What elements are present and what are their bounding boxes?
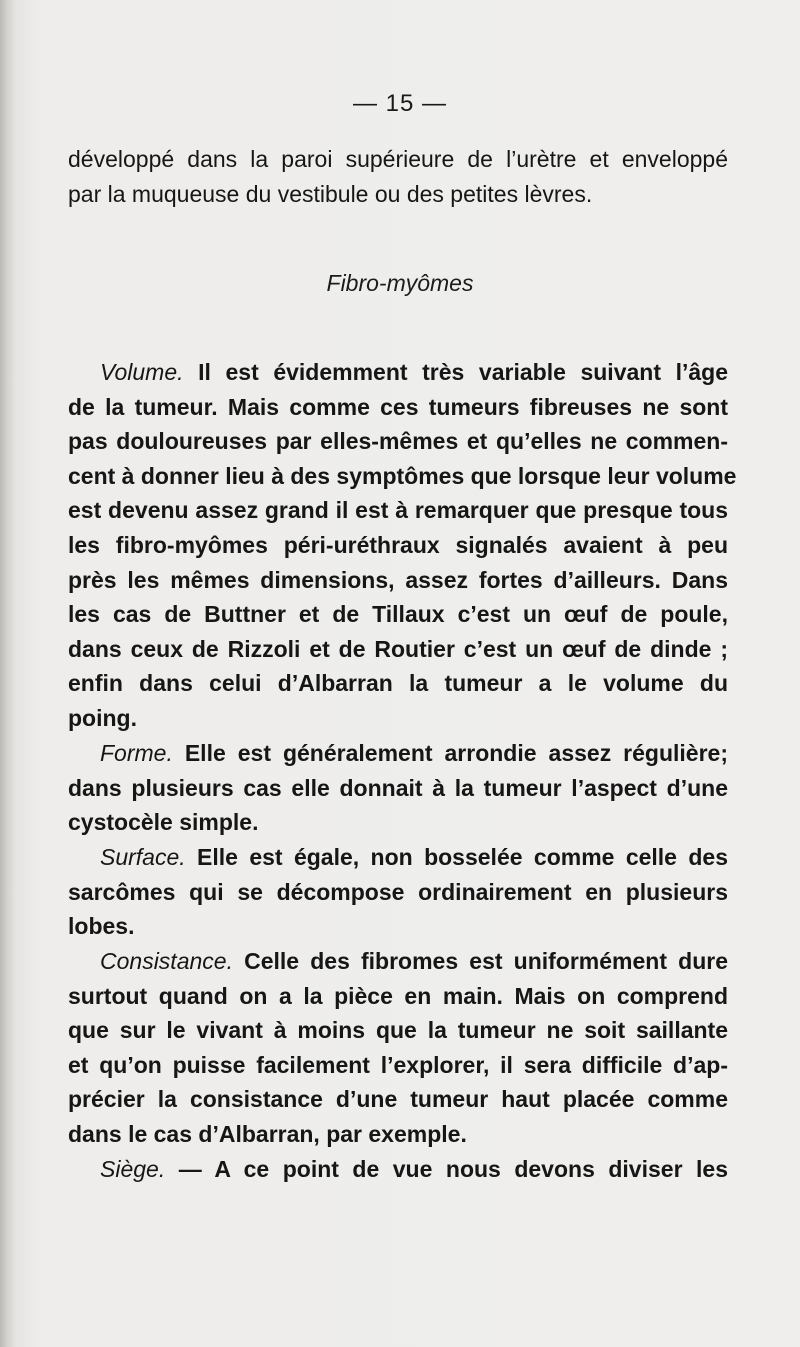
surface-paragraph [68,840,728,944]
text-line [68,1152,728,1187]
text-line: développé dans la paroi supérieure de l’urètre et enveloppé [68,146,728,172]
text-run: Il est évidemment très variable suivant l’âge [183,359,728,385]
text-line: surtout quand on a la pièce en main. Mais on comprend [68,982,728,1009]
text-line: est devenu assez grand il est à remarquer que presque tous [68,497,728,524]
binding-shadow [0,0,14,1347]
text-line: les fibro-myômes péri-uréthraux signalés avaient à peu [68,531,728,558]
text-line: près les mêmes dimensions, assez fortes d’ailleurs. Dans [68,566,728,593]
text-run: — A ce point de vue nous devons diviser les [165,1156,728,1182]
text-run: Elle est généralement arrondie assez régulière; [172,740,728,766]
text-line: lobes. [68,913,135,940]
text-run: Celle des fibromes est uniformément dure [232,948,728,974]
text-line [68,736,728,771]
siege-label: Siège. [100,1156,166,1182]
consistance-label: Consistance. [100,948,233,974]
section-title: Fibro-myômes [326,270,474,296]
consistance-paragraph [68,944,728,1152]
text-line: et qu’on puisse facilement l’explorer, il sera difficile d’ap- [68,1051,728,1078]
volume-label: Volume. [100,359,184,385]
text-line: cystocèle simple. [68,809,259,836]
text-line [68,944,728,979]
text-line [68,840,728,875]
text-line: par la muqueuse du vestibule ou des petites lèvres. [68,180,593,207]
text-line: dans ceux de Rizzoli et de Routier c’est un œuf de dinde ; [68,635,728,662]
text-line [68,355,728,390]
intro-paragraph [68,142,728,211]
text-line: que sur le vivant à moins que la tumeur ne soit saillante [68,1017,728,1044]
page-number: — 15 — [352,90,448,117]
text-run: Elle est égale, non bosselée comme celle des [185,844,728,870]
text-line: dans plusieurs cas elle donnait à la tumeur l’aspect d’une [68,774,728,801]
text-line: pas douloureuses par elles-mêmes et qu’elles ne commen- [68,428,728,455]
text-line: cent à donner lieu à des symptômes que lorsque leur volume [68,462,737,489]
surface-label: Surface. [100,844,186,870]
text-line: enfin dans celui d’Albarran la tumeur a le volume du [68,670,728,697]
text-line: dans le cas d’Albarran, par exemple. [68,1120,467,1147]
text-line: de la tumeur. Mais comme ces tumeurs fibreuses ne sont [68,393,728,420]
text-line: poing. [68,704,137,731]
forme-paragraph [68,736,728,840]
text-line: précier la consistance d’une tumeur haut placée comme [68,1086,728,1113]
forme-label: Forme. [100,740,173,766]
text-line: les cas de Buttner et de Tillaux c’est un œuf de poule, [68,601,728,628]
volume-paragraph [68,355,737,736]
text-line: sarcômes qui se décompose ordinairement en plusieurs [68,878,728,905]
siege-paragraph [68,1152,728,1187]
